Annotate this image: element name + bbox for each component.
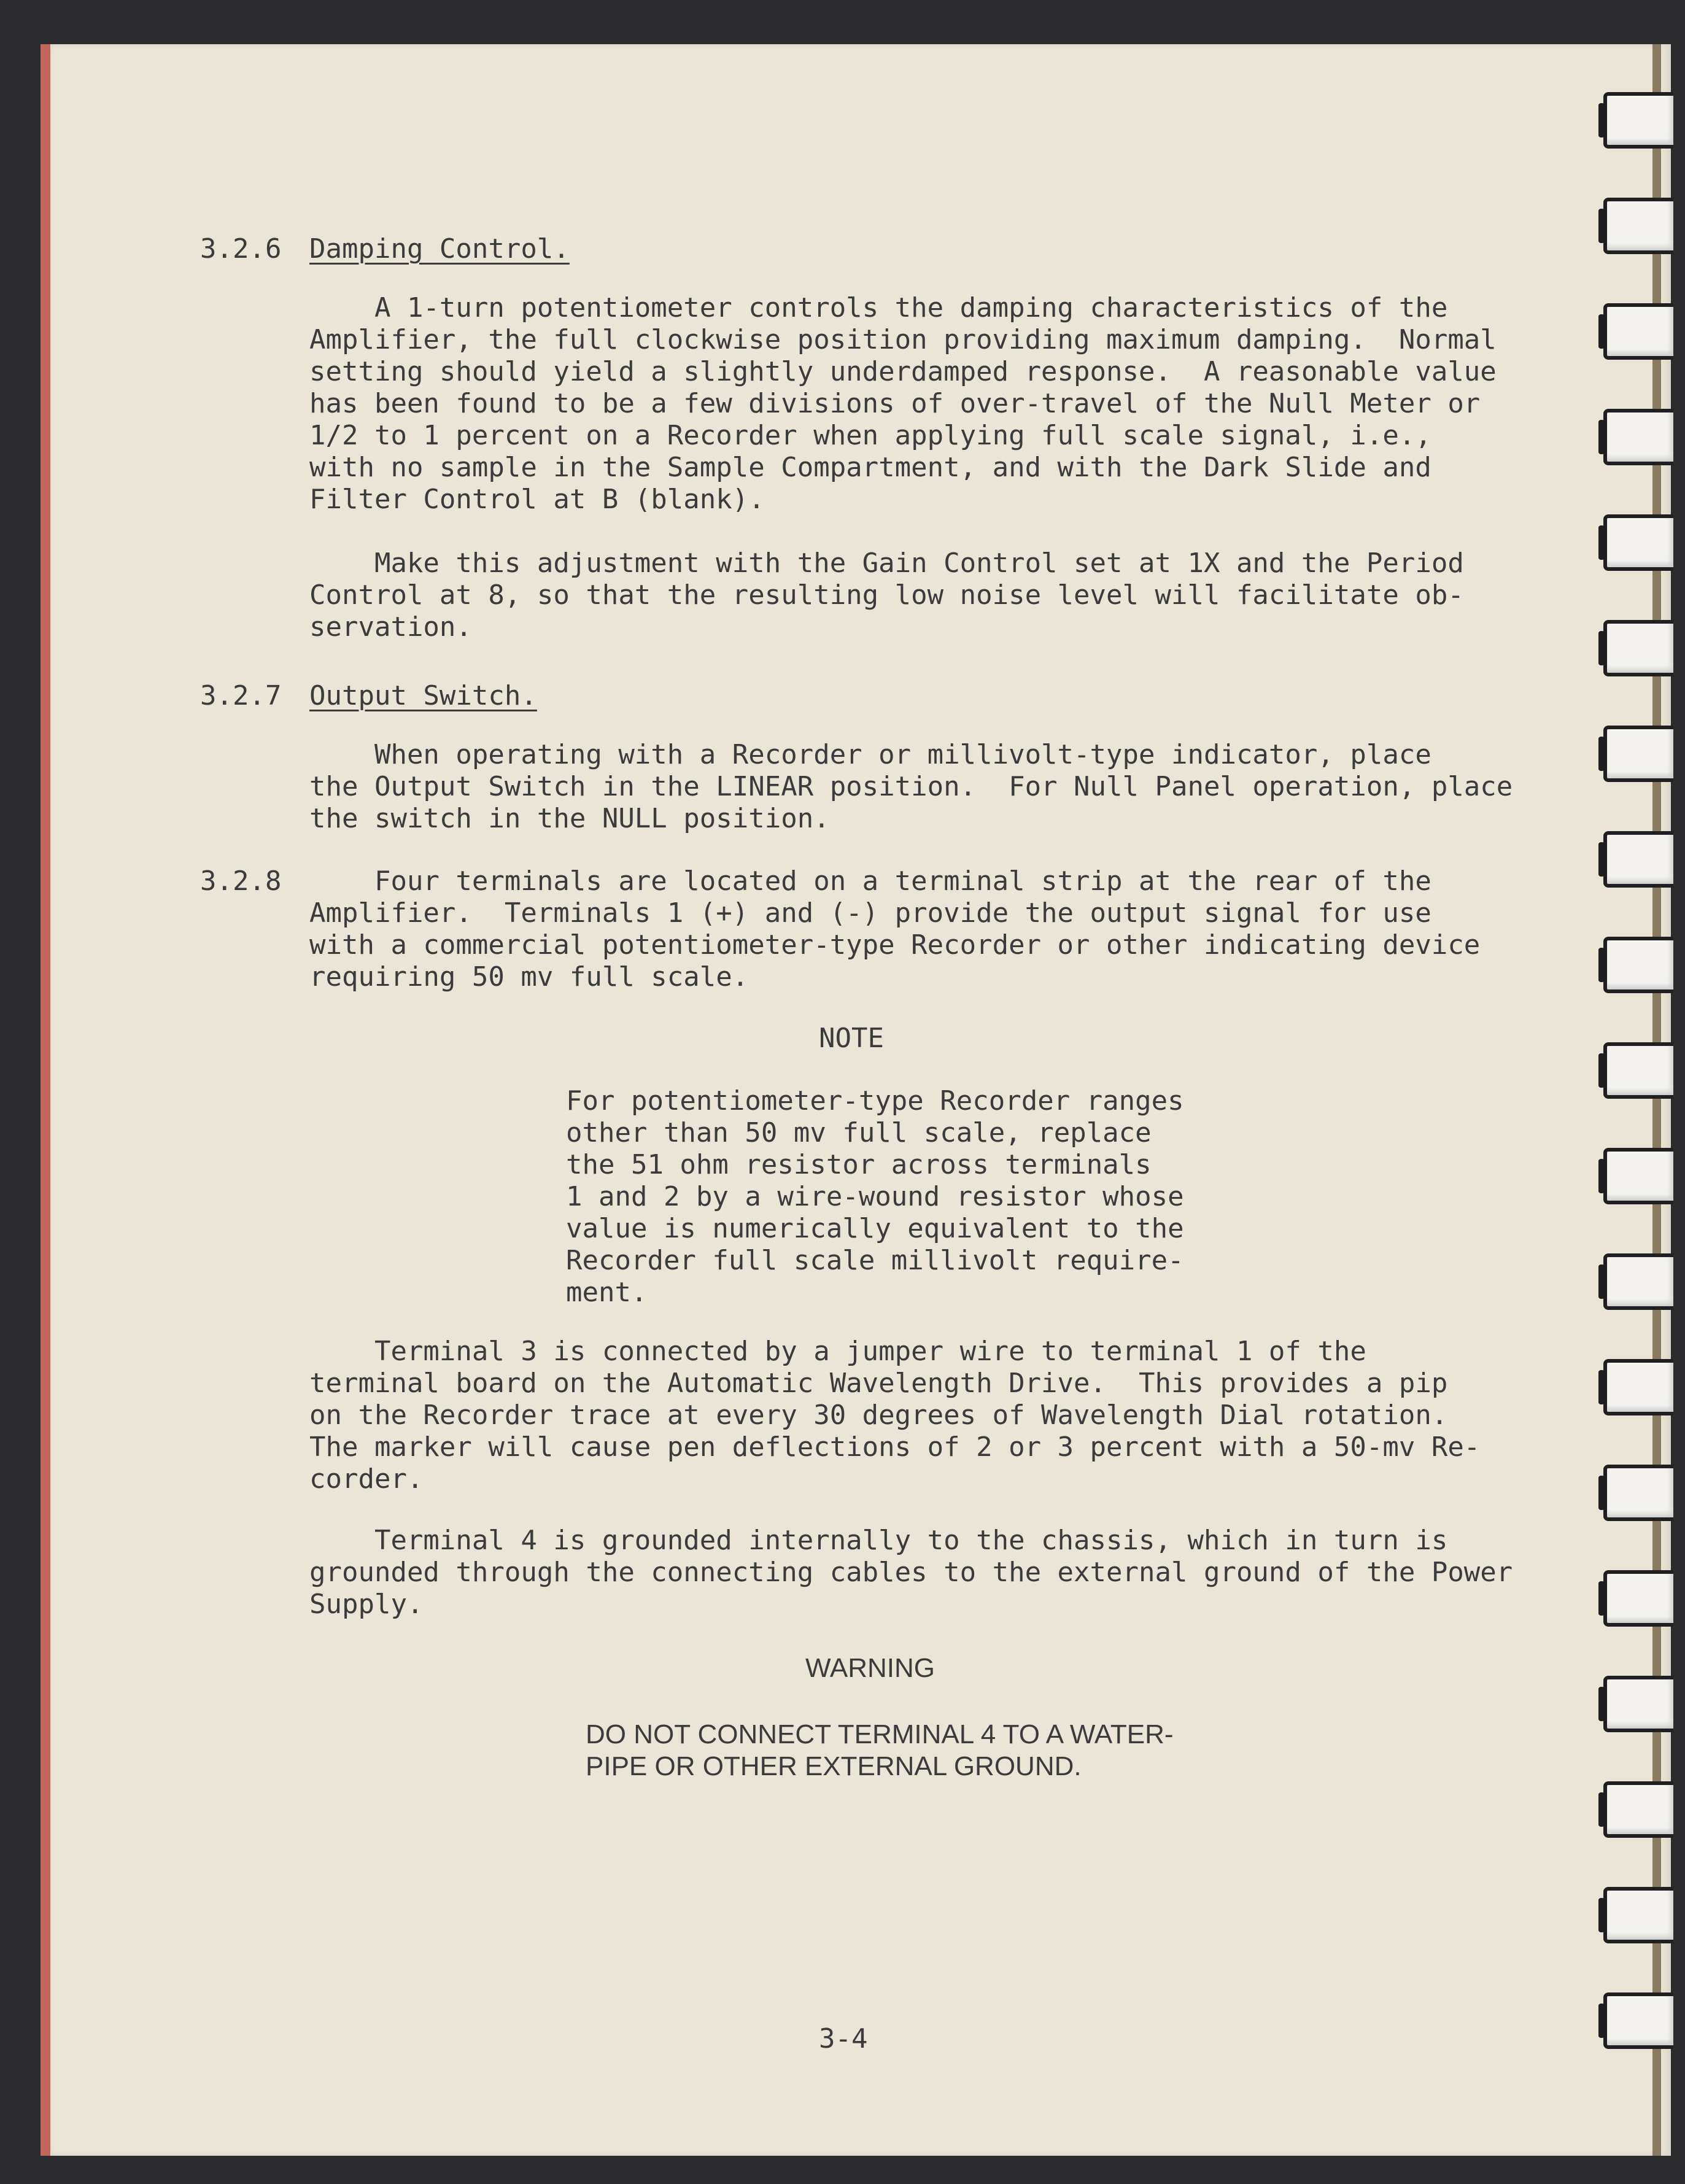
page-number: 3-4 (819, 2023, 868, 2054)
page-edge (1652, 44, 1661, 2156)
binding-ring-icon (1603, 1570, 1673, 1627)
binding-ring-icon (1603, 1887, 1673, 1943)
binding-ring-icon (1603, 831, 1673, 888)
section-number: 3.2.6 (200, 233, 282, 265)
binding-ring-icon (1603, 726, 1673, 782)
section-number: 3.2.7 (200, 680, 282, 711)
binding-ring-icon (1603, 1042, 1673, 1099)
paragraph: Four terminals are located on a terminal strip at the rear of the Amplifier. Terminals 1 (+) and (-) provide the output signal for use with a commercial potentiometer-type Recorder or other indicating device requiring 50 mv full scale. (309, 865, 1481, 993)
binding-ring-icon (1603, 514, 1673, 571)
binding-ring-icon (1603, 1359, 1673, 1415)
binding-ring-icon (1603, 1253, 1673, 1310)
binding-ring-icon (1603, 198, 1673, 254)
note-text: For potentiometer-type Recorder ranges other than 50 mv full scale, replace the 51 ohm resistor across terminals 1 and 2 by a wire-wound resistor whose value is numerically equivalent to the Recorder full scale millivolt require- ment. (566, 1085, 1184, 1308)
binding-ring-icon (1603, 409, 1673, 465)
warning-label: WARNING (805, 1653, 935, 1683)
section-title: Damping Control. (309, 233, 570, 265)
binding-ring-icon (1603, 1992, 1673, 2049)
warning-text: DO NOT CONNECT TERMINAL 4 TO A WATER- PIPE OR OTHER EXTERNAL GROUND. (586, 1719, 1174, 1781)
paragraph: A 1-turn potentiometer controls the damping characteristics of the Amplifier, the full clockwise position providing maximum damping. Normal setting should yield a slightly underdamped response. A reasonable value has been found to be a few divisions of over-travel of the Null Meter or 1/2 to 1 percent on a Recorder when applying full scale signal, i.e., with no sample in the Sample Compartment, and with the Dark Slide and Filter Control at B (blank). (309, 292, 1497, 515)
binding-ring-icon (1603, 92, 1673, 149)
binding-ring-icon (1603, 303, 1673, 360)
binding-ring-icon (1603, 1781, 1673, 1838)
binding-ring-icon (1603, 1148, 1673, 1204)
binding-ring-icon (1603, 1676, 1673, 1732)
paragraph: Make this adjustment with the Gain Control set at 1X and the Period Control at 8, so that the resulting low noise level will facilitate ob- servation. (309, 548, 1464, 643)
paragraph: When operating with a Recorder or millivolt-type indicator, place the Output Switch in the LINEAR position. For Null Panel operation, place the switch in the NULL position. (309, 739, 1513, 834)
section-number: 3.2.8 (200, 865, 282, 897)
note-label: NOTE (819, 1023, 884, 1054)
section-title: Output Switch. (309, 680, 537, 711)
binding-ring-icon (1603, 937, 1673, 993)
binding-ring-icon (1603, 620, 1673, 676)
binding-ring-icon (1603, 1465, 1673, 1521)
paragraph: Terminal 4 is grounded internally to the chassis, which in turn is grounded through the connecting cables to the external ground of the Power Supply. (309, 1525, 1513, 1620)
paragraph: Terminal 3 is connected by a jumper wire to terminal 1 of the terminal board on the Automatic Wavelength Drive. This provides a pip on the Recorder trace at every 30 degrees of Wavelength Dial rotation. The marker will cause pen deflections of 2 or 3 percent with a 50-mv Re- corder. (309, 1336, 1481, 1495)
